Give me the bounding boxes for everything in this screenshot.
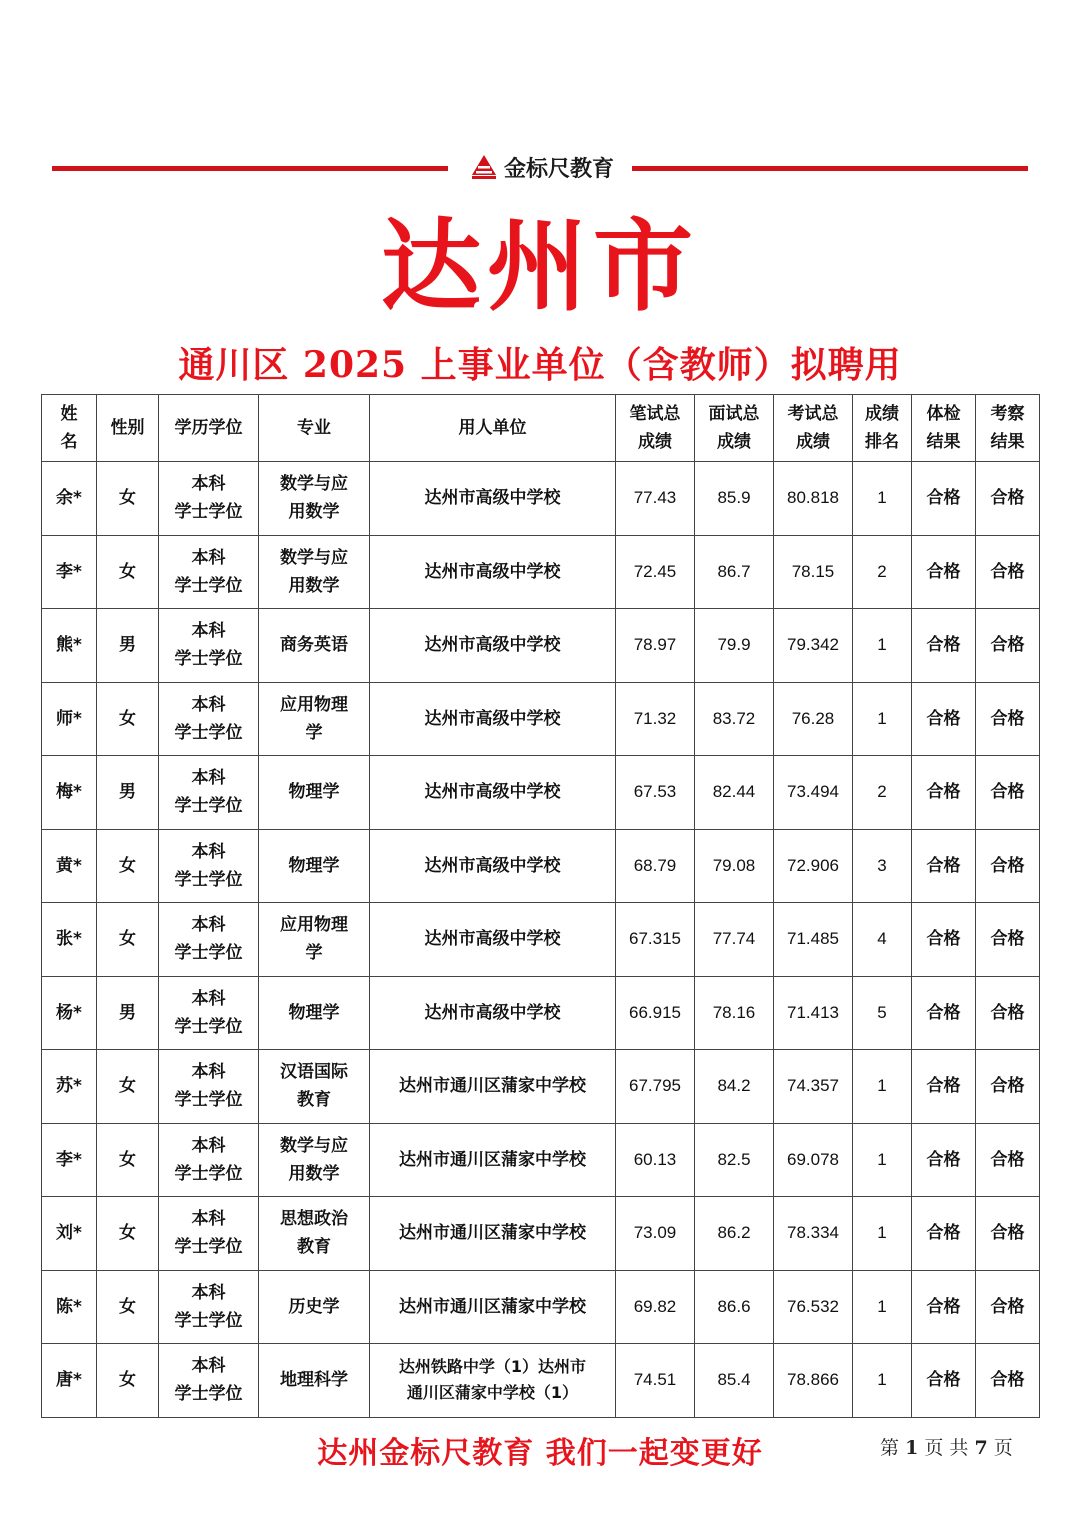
page-number: [880, 1434, 1040, 1462]
cell-education: 本科 学士学位: [159, 1123, 259, 1197]
cell-review-result: 合格: [976, 903, 1040, 977]
cell-education: 本科 学士学位: [159, 976, 259, 1050]
cell-written-score: 67.315: [616, 903, 695, 977]
cell-employer: 达州市高级中学校: [370, 829, 616, 903]
cell-gender: 女: [97, 1270, 159, 1344]
cell-written-score: 73.09: [616, 1197, 695, 1271]
cell-employer: 达州铁路中学（1）达州市 通川区蒲家中学校（1）: [370, 1344, 616, 1418]
cell-review-result: 合格: [976, 976, 1040, 1050]
cell-education: 本科 学士学位: [159, 609, 259, 683]
cell-written-score: 71.32: [616, 682, 695, 756]
cell-name: 张*: [42, 903, 97, 977]
cell-interview-score: 79.08: [695, 829, 774, 903]
table-row: [42, 1197, 1040, 1271]
cell-total-score: 76.532: [774, 1270, 853, 1344]
cell-rank: 1: [853, 462, 912, 536]
cell-employer: 达州市通川区蒲家中学校: [370, 1050, 616, 1124]
cell-major: 应用物理 学: [259, 903, 370, 977]
cell-education: 本科 学士学位: [159, 462, 259, 536]
cell-interview-score: 77.74: [695, 903, 774, 977]
cell-gender: 男: [97, 756, 159, 830]
cell-interview-score: 82.44: [695, 756, 774, 830]
col-header-name: 姓 名: [42, 395, 97, 462]
cell-employer: 达州市高级中学校: [370, 462, 616, 536]
cell-review-result: 合格: [976, 535, 1040, 609]
cell-gender: 女: [97, 1197, 159, 1271]
cell-major: 数学与应 用数学: [259, 462, 370, 536]
cell-written-score: 67.53: [616, 756, 695, 830]
col-header-education: 学历学位: [159, 395, 259, 462]
cell-total-score: 76.28: [774, 682, 853, 756]
cell-gender: 女: [97, 535, 159, 609]
cell-rank: 1: [853, 609, 912, 683]
cell-education: 本科 学士学位: [159, 829, 259, 903]
cell-major: 思想政治 教育: [259, 1197, 370, 1271]
page-current: 1: [905, 1437, 919, 1459]
col-header-gender: 性别: [97, 395, 159, 462]
cell-review-result: 合格: [976, 756, 1040, 830]
cell-medical-result: 合格: [912, 1050, 976, 1124]
cell-medical-result: 合格: [912, 829, 976, 903]
cell-total-score: 69.078: [774, 1123, 853, 1197]
table-body: [42, 462, 1040, 1418]
cell-gender: 男: [97, 976, 159, 1050]
cell-review-result: 合格: [976, 1270, 1040, 1344]
page-suffix: 页: [993, 1437, 1013, 1459]
cell-interview-score: 79.9: [695, 609, 774, 683]
cell-education: 本科 学士学位: [159, 756, 259, 830]
cell-gender: 女: [97, 829, 159, 903]
cell-employer: 达州市通川区蒲家中学校: [370, 1197, 616, 1271]
cell-medical-result: 合格: [912, 976, 976, 1050]
cell-total-score: 78.15: [774, 535, 853, 609]
cell-major: 商务英语: [259, 609, 370, 683]
cell-name: 李*: [42, 1123, 97, 1197]
table-row: [42, 609, 1040, 683]
cell-name: 余*: [42, 462, 97, 536]
cell-major: 物理学: [259, 756, 370, 830]
cell-total-score: 78.334: [774, 1197, 853, 1271]
cell-written-score: 60.13: [616, 1123, 695, 1197]
table-row: [42, 1050, 1040, 1124]
cell-medical-result: 合格: [912, 1270, 976, 1344]
cell-review-result: 合格: [976, 1344, 1040, 1418]
cell-major: 物理学: [259, 829, 370, 903]
cell-interview-score: 86.7: [695, 535, 774, 609]
cell-employer: 达州市高级中学校: [370, 609, 616, 683]
cell-name: 陈*: [42, 1270, 97, 1344]
cell-medical-result: 合格: [912, 756, 976, 830]
results-table: [41, 394, 1040, 1418]
cell-written-score: 66.915: [616, 976, 695, 1050]
table-row: [42, 829, 1040, 903]
cell-rank: 1: [853, 1270, 912, 1344]
cell-review-result: 合格: [976, 829, 1040, 903]
page-prefix: 第: [880, 1437, 900, 1459]
table-row: [42, 1123, 1040, 1197]
cell-rank: 1: [853, 1050, 912, 1124]
cell-name: 苏*: [42, 1050, 97, 1124]
cell-major: 数学与应 用数学: [259, 1123, 370, 1197]
cell-total-score: 78.866: [774, 1344, 853, 1418]
cell-employer: 达州市高级中学校: [370, 903, 616, 977]
cell-interview-score: 84.2: [695, 1050, 774, 1124]
table-header-row: [42, 395, 1040, 462]
cell-interview-score: 82.5: [695, 1123, 774, 1197]
col-header-medical-result: 体检 结果: [912, 395, 976, 462]
cell-rank: 1: [853, 1197, 912, 1271]
cell-gender: 男: [97, 609, 159, 683]
cell-medical-result: 合格: [912, 903, 976, 977]
cell-review-result: 合格: [976, 462, 1040, 536]
cell-interview-score: 86.6: [695, 1270, 774, 1344]
cell-name: 唐*: [42, 1344, 97, 1418]
brand-header: [52, 148, 1028, 188]
table-row: [42, 1344, 1040, 1418]
cell-gender: 女: [97, 903, 159, 977]
cell-major: 汉语国际 教育: [259, 1050, 370, 1124]
cell-employer: 达州市高级中学校: [370, 976, 616, 1050]
cell-review-result: 合格: [976, 1123, 1040, 1197]
cell-name: 杨*: [42, 976, 97, 1050]
cell-employer: 达州市通川区蒲家中学校: [370, 1270, 616, 1344]
cell-review-result: 合格: [976, 609, 1040, 683]
table-header: [42, 395, 1040, 462]
cell-written-score: 74.51: [616, 1344, 695, 1418]
footer-slogan: 达州金标尺教育 我们一起变更好: [317, 1436, 763, 1471]
cell-interview-score: 78.16: [695, 976, 774, 1050]
cell-medical-result: 合格: [912, 609, 976, 683]
cell-rank: 3: [853, 829, 912, 903]
cell-medical-result: 合格: [912, 462, 976, 536]
cell-medical-result: 合格: [912, 682, 976, 756]
table-row: [42, 976, 1040, 1050]
cell-written-score: 67.795: [616, 1050, 695, 1124]
cell-total-score: 74.357: [774, 1050, 853, 1124]
cell-employer: 达州市高级中学校: [370, 682, 616, 756]
cell-employer: 达州市通川区蒲家中学校: [370, 1123, 616, 1197]
table-row: [42, 903, 1040, 977]
cell-education: 本科 学士学位: [159, 1050, 259, 1124]
brand-rule-right: [632, 166, 1028, 171]
cell-total-score: 79.342: [774, 609, 853, 683]
cell-gender: 女: [97, 1123, 159, 1197]
cell-review-result: 合格: [976, 1197, 1040, 1271]
cell-rank: 1: [853, 1344, 912, 1418]
col-header-rank: 成绩 排名: [853, 395, 912, 462]
cell-major: 地理科学: [259, 1344, 370, 1418]
cell-total-score: 71.485: [774, 903, 853, 977]
col-header-interview-score: 面试总 成绩: [695, 395, 774, 462]
cell-review-result: 合格: [976, 682, 1040, 756]
table-row: [42, 535, 1040, 609]
cell-medical-result: 合格: [912, 1197, 976, 1271]
cell-major: 历史学: [259, 1270, 370, 1344]
col-header-review-result: 考察 结果: [976, 395, 1040, 462]
cell-gender: 女: [97, 682, 159, 756]
cell-written-score: 72.45: [616, 535, 695, 609]
cell-gender: 女: [97, 1344, 159, 1418]
cell-interview-score: 86.2: [695, 1197, 774, 1271]
cell-name: 梅*: [42, 756, 97, 830]
cell-education: 本科 学士学位: [159, 1197, 259, 1271]
cell-review-result: 合格: [976, 1050, 1040, 1124]
cell-rank: 5: [853, 976, 912, 1050]
col-header-employer: 用人单位: [370, 395, 616, 462]
table-row: [42, 682, 1040, 756]
col-header-written-score: 笔试总 成绩: [616, 395, 695, 462]
col-header-total-score: 考试总 成绩: [774, 395, 853, 462]
cell-rank: 4: [853, 903, 912, 977]
cell-rank: 2: [853, 535, 912, 609]
cell-name: 师*: [42, 682, 97, 756]
cell-written-score: 78.97: [616, 609, 695, 683]
page-title: 达州市: [381, 207, 699, 325]
cell-interview-score: 83.72: [695, 682, 774, 756]
brand-logo-icon: [470, 153, 498, 181]
cell-major: 数学与应 用数学: [259, 535, 370, 609]
cell-rank: 1: [853, 682, 912, 756]
cell-education: 本科 学士学位: [159, 682, 259, 756]
cell-name: 刘*: [42, 1197, 97, 1271]
brand-logo-group: [462, 150, 622, 184]
cell-interview-score: 85.4: [695, 1344, 774, 1418]
table-row: [42, 1270, 1040, 1344]
cell-gender: 女: [97, 462, 159, 536]
cell-gender: 女: [97, 1050, 159, 1124]
cell-name: 李*: [42, 535, 97, 609]
cell-name: 熊*: [42, 609, 97, 683]
cell-major: 物理学: [259, 976, 370, 1050]
cell-written-score: 77.43: [616, 462, 695, 536]
cell-rank: 2: [853, 756, 912, 830]
cell-total-score: 71.413: [774, 976, 853, 1050]
cell-employer: 达州市高级中学校: [370, 756, 616, 830]
brand-name: 金标尺教育: [503, 156, 614, 182]
cell-total-score: 80.818: [774, 462, 853, 536]
cell-employer: 达州市高级中学校: [370, 535, 616, 609]
cell-education: 本科 学士学位: [159, 1270, 259, 1344]
cell-education: 本科 学士学位: [159, 535, 259, 609]
col-header-major: 专业: [259, 395, 370, 462]
cell-interview-score: 85.9: [695, 462, 774, 536]
cell-written-score: 69.82: [616, 1270, 695, 1344]
table-row: [42, 756, 1040, 830]
cell-education: 本科 学士学位: [159, 1344, 259, 1418]
page-subtitle: 通川区 2025 上事业单位（含教师）拟聘用: [178, 344, 902, 386]
cell-total-score: 72.906: [774, 829, 853, 903]
cell-rank: 1: [853, 1123, 912, 1197]
cell-total-score: 73.494: [774, 756, 853, 830]
cell-name: 黄*: [42, 829, 97, 903]
cell-education: 本科 学士学位: [159, 903, 259, 977]
table-row: [42, 462, 1040, 536]
brand-rule-left: [52, 166, 448, 171]
cell-medical-result: 合格: [912, 1123, 976, 1197]
cell-major: 应用物理 学: [259, 682, 370, 756]
page-mid: 页 共: [924, 1437, 969, 1459]
page-total: 7: [974, 1437, 988, 1459]
cell-medical-result: 合格: [912, 1344, 976, 1418]
cell-medical-result: 合格: [912, 535, 976, 609]
cell-written-score: 68.79: [616, 829, 695, 903]
